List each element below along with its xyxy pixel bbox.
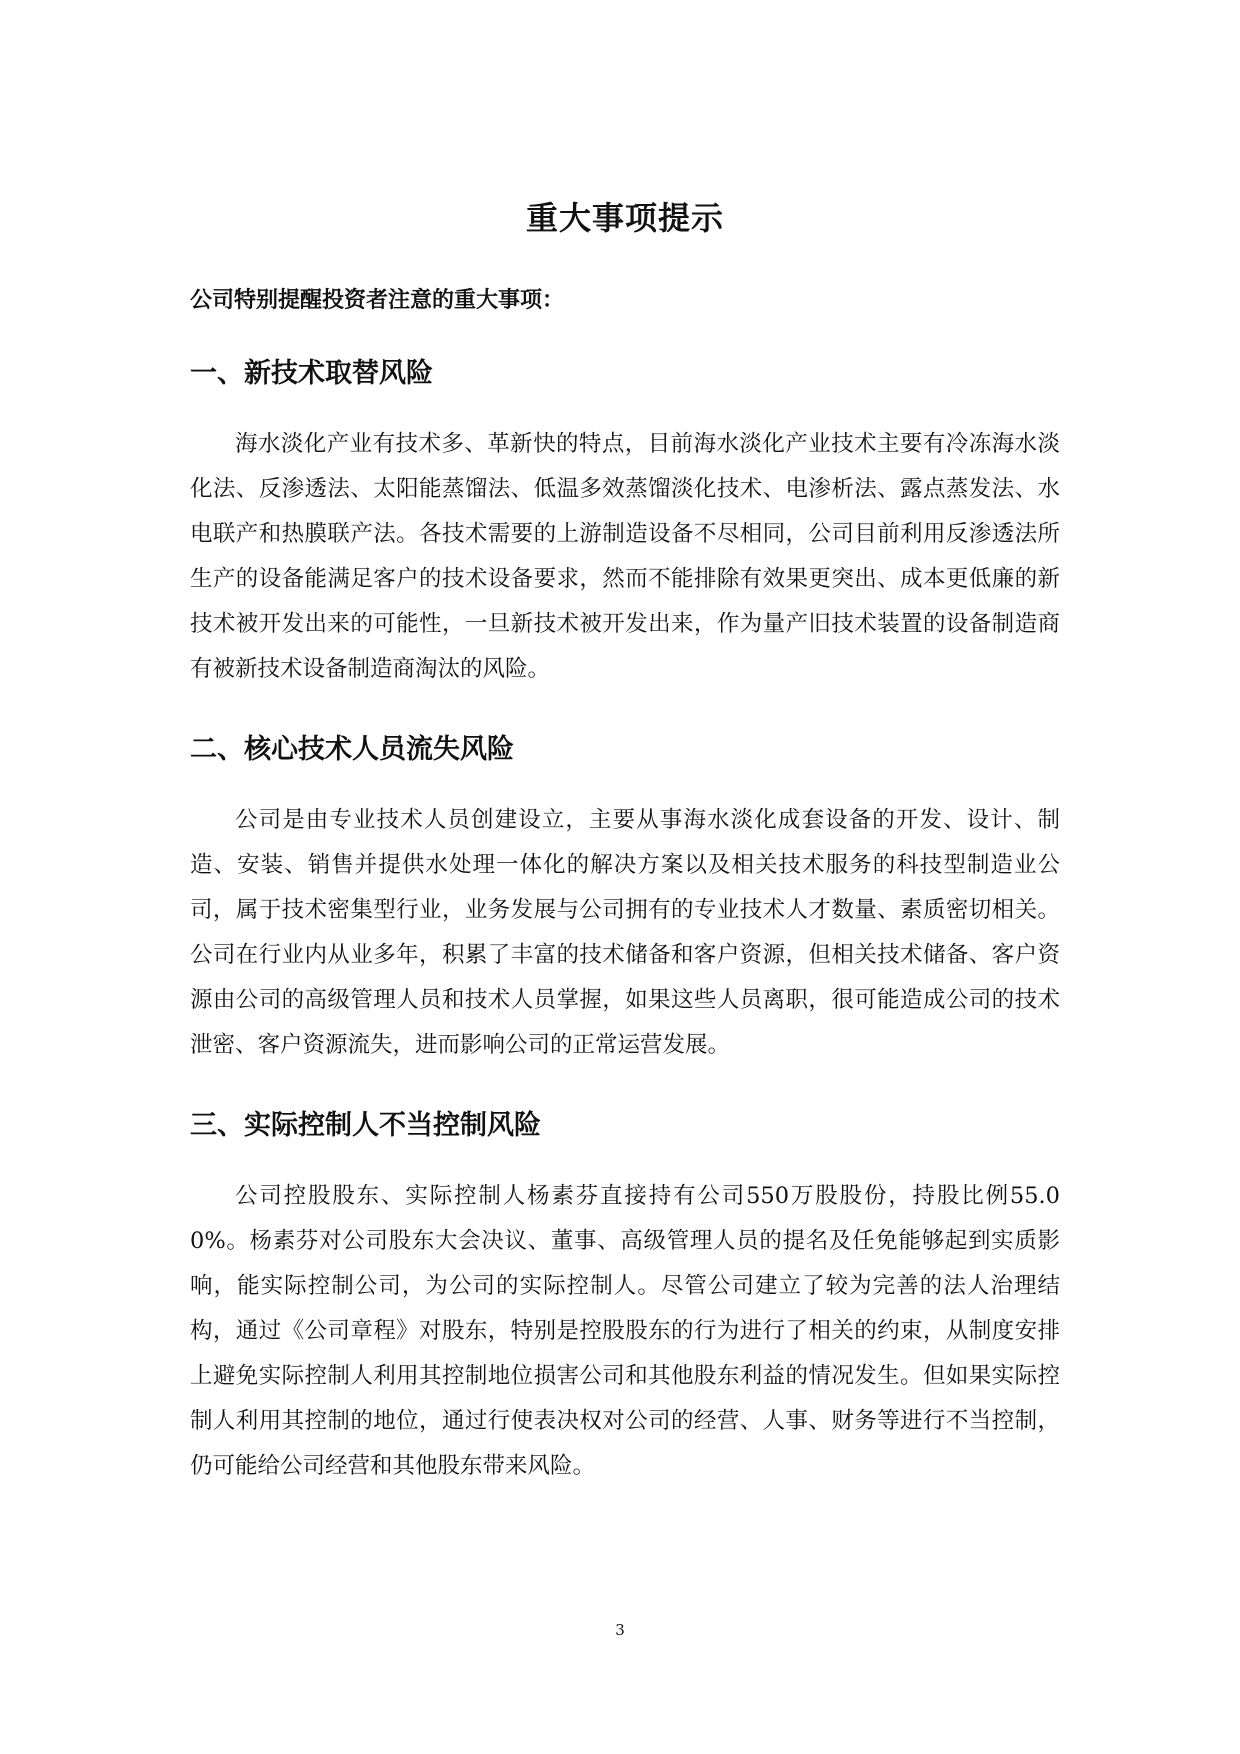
section-body-controller-risk: 公司控股股东、实际控制人杨素芬直接持有公司550万股股份，持股比例55.00%。杨素芬对公司股东大会决议、董事、高级管理人员的提名及任免能够起到实质影响，能实际控制公司，为公司的实际控制人。尽管公司建立了较为完善的法人治理结构，通过《公司章程》对股东，特别是控股股东的行为进行了相关的约束，从制度安排上避免实际控制人利用其控制地位损害公司和其他股东利益的情况发生。但如果实际控制人利用其控制的地位，通过行使表决权对公司的经营、人事、财务等进行不当控制，仍可能给公司经营和其他股东带来风险。 [190,1183,1060,1479]
section-heading-core-staff-loss-risk: 二、核心技术人员流失风险 [190,734,514,765]
page-content [190,196,1060,1489]
section-body-new-technology-risk: 海水淡化产业有技术多、革新快的特点，目前海水淡化产业技术主要有冷冻海水淡化法、反渗透法、太阳能蒸馏法、低温多效蒸馏淡化技术、电渗析法、露点蒸发法、水电联产和热膜联产法。各技术需要的上游制造设备不尽相同，公司目前利用反渗透法所生产的设备能满足客户的技术设备要求，然而不能排除有效果更突出、成本更低廉的新技术被开发出来的可能性，一旦新技术被开发出来，作为量产旧技术装置的设备制造商有被新技术设备制造商淘汰的风险。 [190,431,1060,682]
section-heading-controller-risk: 三、实际控制人不当控制风险 [190,1110,541,1141]
section-heading-new-technology-risk: 一、新技术取替风险 [190,358,433,389]
page-number: 3 [615,1621,625,1639]
section-body-core-staff-loss-risk: 公司是由专业技术人员创建设立，主要从事海水淡化成套设备的开发、设计、制造、安装、销售并提供水处理一体化的解决方案以及相关技术服务的科技型制造业公司，属于技术密集型行业，业务发展与公司拥有的专业技术人才数量、素质密切相关。公司在行业内从业多年，积累了丰富的技术储备和客户资源，但相关技术储备、客户资源由公司的高级管理人员和技术人员掌握，如果这些人员离职，很可能造成公司的技术泄密、客户资源流失，进而影响公司的正常运营发展。 [190,807,1060,1058]
document-title: 重大事项提示 [525,199,724,237]
intro-statement: 公司特别提醒投资者注意的重大事项： [190,288,565,313]
